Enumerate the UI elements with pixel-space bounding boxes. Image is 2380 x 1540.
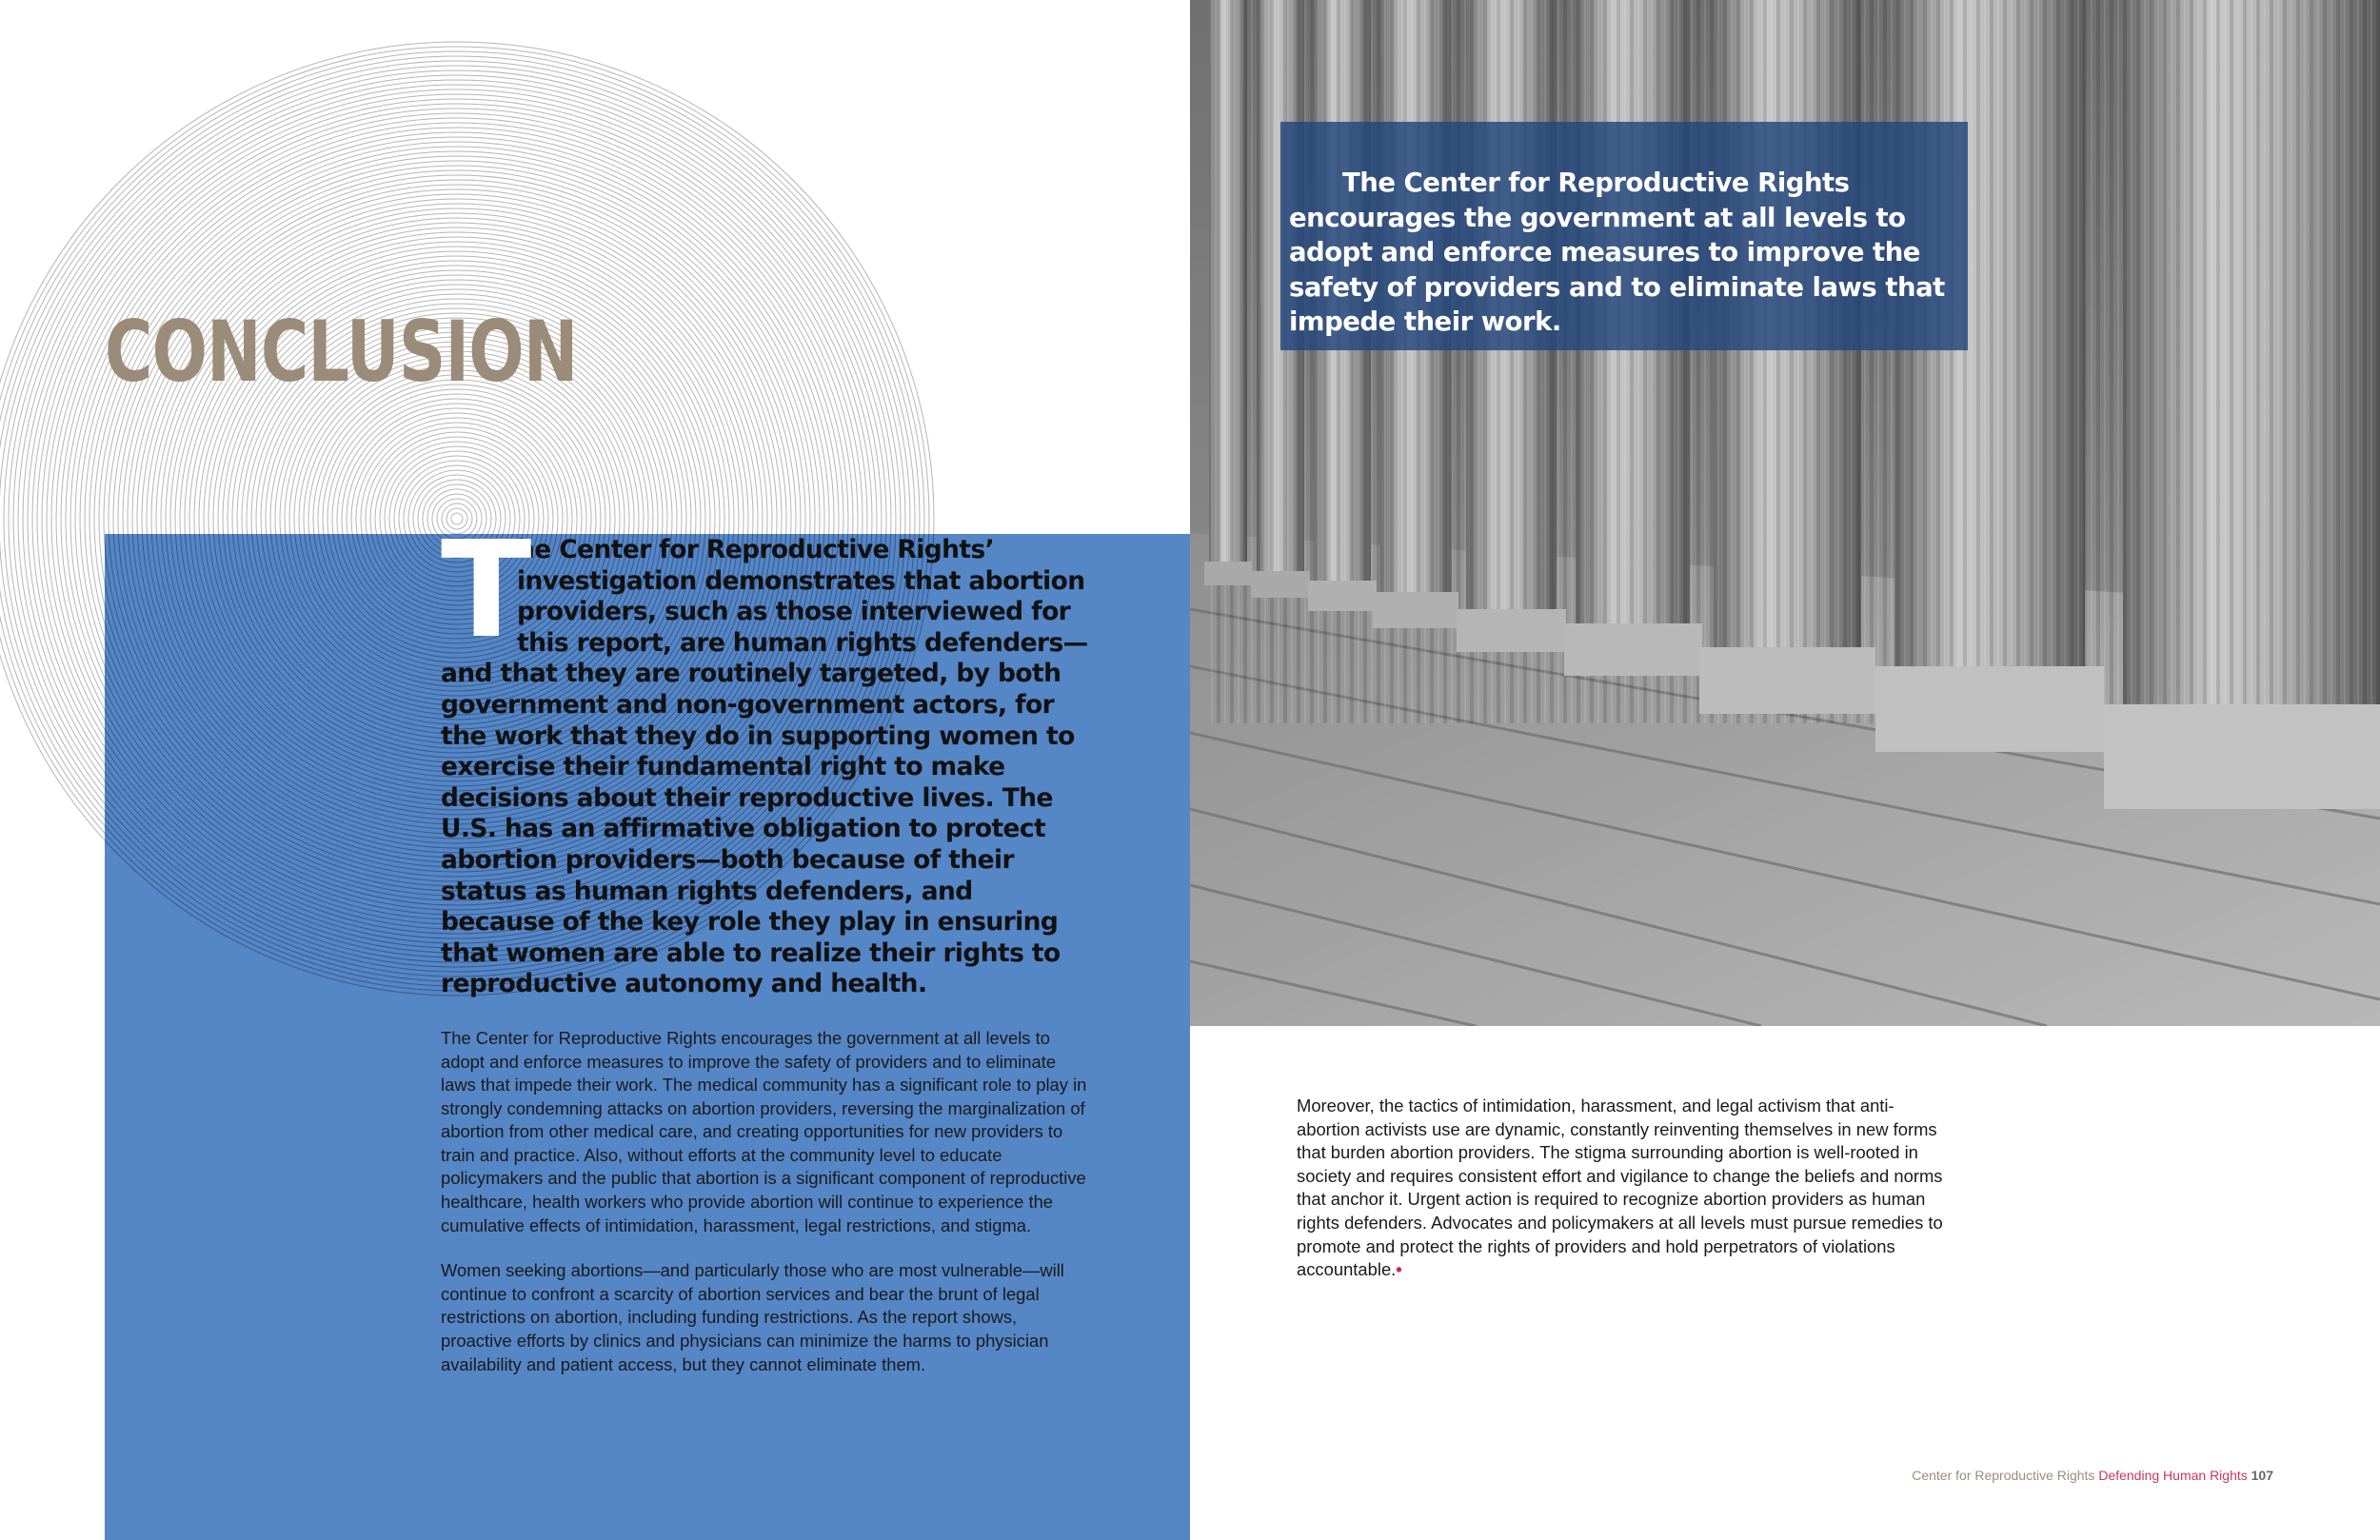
lead-text: he Center for Reproductive Rights’ investigation demonstrates that abortion providers, such as those interviewed for this report, are human rights defenders—and that they are routinely targeted, by both government and non-government actors, for the work that they do in supporting women to exercise their fundamental right to make decisions about their reproductive lives. The U.S. has an affirmative obligation to protect abortion providers—both because of their status as human rights defenders, and because of the key role they play in ensuring that women are able to realize their rights to reproductive autonomy and health.: [441, 535, 1088, 999]
pull-quote: The Center for Reproductive Rights encourages the government at all levels to adopt and enforce measures to improve the safety of providers and to eliminate laws that impede their work.: [1289, 168, 1945, 338]
right-text-column: [1297, 1095, 1944, 1282]
footer-section: Defending Human Rights: [2098, 1468, 2248, 1483]
end-mark-bullet: •: [1396, 1259, 1402, 1280]
drop-cap-letter: T: [441, 513, 531, 668]
right-paragraph-text: Moreover, the tactics of intimidation, harassment, and legal activism that anti-abortion activists use are dynamic, constantly reinventing themselves in new forms that burden abortion providers. The stigma surrounding abortion is well-rooted in society and requires consistent effort and vigilance to change the beliefs and norms that anchor it. Urgent action is required to recognize abortion providers as human rights defenders. Advocates and policymakers at all levels must pursue remedies to promote and protect the rights of providers and hold perpetrators of violations accountable.: [1297, 1096, 1943, 1280]
footer-org: Center for Reproductive Rights: [1912, 1468, 2095, 1483]
page-title: CONCLUSION: [105, 303, 578, 401]
main-text-column: [441, 513, 1088, 1376]
body-paragraph-1: The Center for Reproductive Rights encourages the government at all levels to adopt and enforce measures to improve the safety of providers and to eliminate laws that impede their work. The medical community has a significant role to play in strongly condemning attacks on abortion providers, reversing the marginalization of abortion from other medical care, and creating opportunities for new providers to train and practice. Also, without efforts at the community level to educate policymakers and the public that abortion is a significant component of reproductive healthcare, health workers who provide abortion will continue to experience the cumulative effects of intimidation, harassment, legal restrictions, and stigma.: [441, 1027, 1087, 1235]
body-paragraph-2: Women seeking abortions—and particularly those who are most vulnerable—will continue to confront a scarcity of abortion services and bear the brunt of legal restrictions on abortion, including funding restrictions. As the report shows, proactive efforts by clinics and physicians can minimize the harms to physician availability and patient access, but they cannot eliminate them.: [441, 1260, 1064, 1374]
drop-cap: [441, 513, 531, 668]
page-number: 107: [2251, 1468, 2273, 1483]
page-footer: [1912, 1468, 2273, 1483]
right-paragraph: [1297, 1095, 1944, 1282]
lead-paragraph: [441, 513, 1088, 1000]
